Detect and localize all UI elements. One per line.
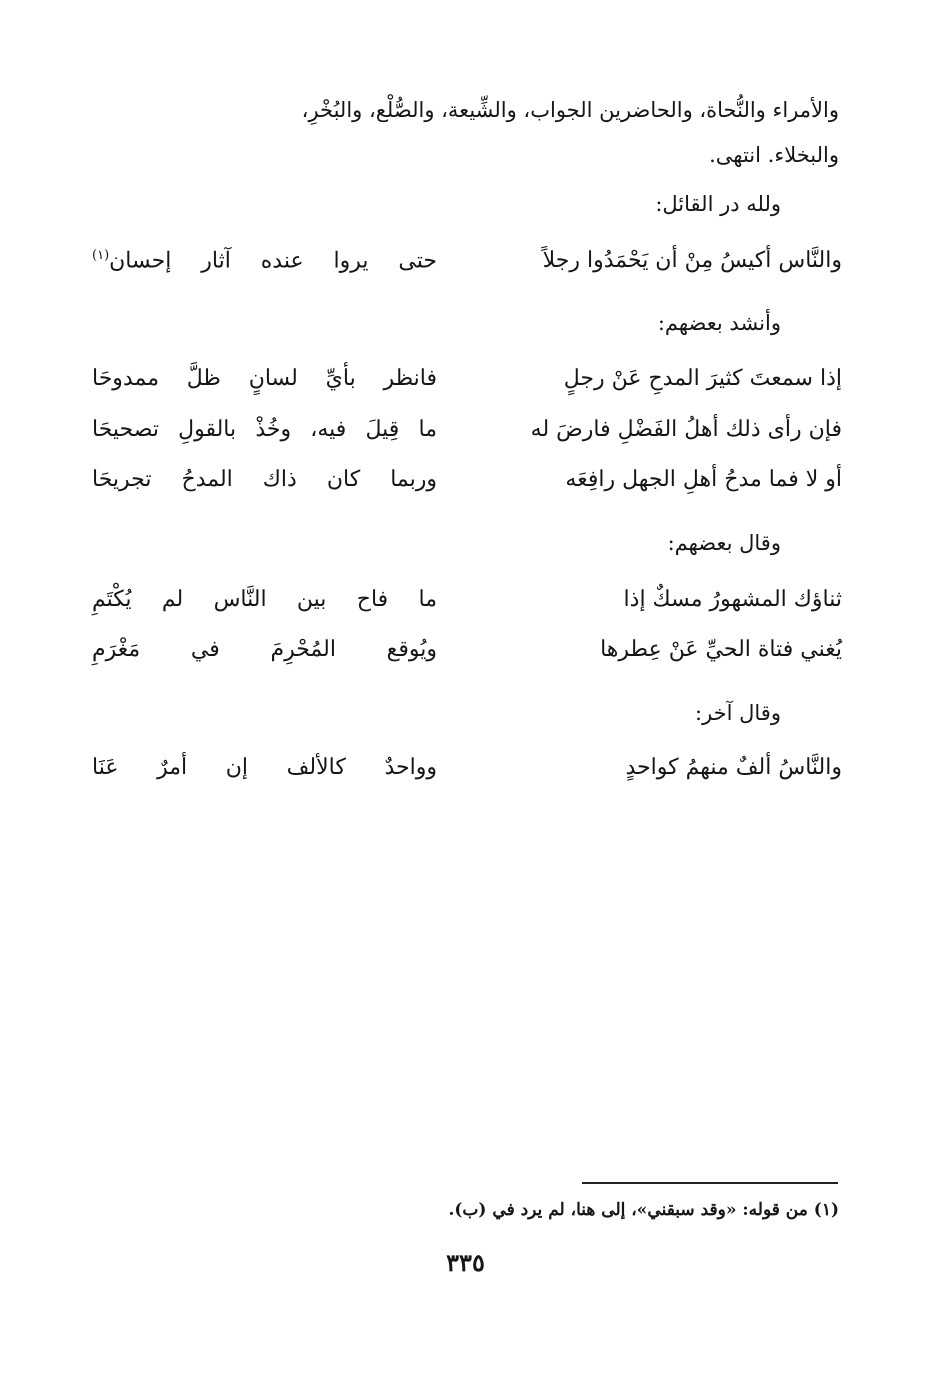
verse-second-hemistich bbox=[92, 248, 437, 273]
verse-intro: وأنشد بعضهم: bbox=[657, 311, 781, 335]
verse-intro: وقال بعضهم: bbox=[667, 531, 781, 555]
verse-line bbox=[92, 248, 842, 288]
verse-second-hemistich: وربما كان ذاك المدحُ تجريحَا bbox=[92, 467, 437, 492]
verse-first-hemistich: والنَّاسُ ألفٌ منهمُ كواحدٍ bbox=[625, 755, 842, 780]
verse-line bbox=[92, 637, 842, 677]
verse-first-hemistich: أو لا فما مدحُ أهلِ الجهل رافِعَه bbox=[565, 467, 842, 492]
verse-line bbox=[92, 467, 842, 507]
verse-second-hemistich: ويُوقع المُحْرِمَ في مَغْرَمِ bbox=[92, 637, 437, 662]
verse-first-hemistich: فإن رأى ذلك أهلُ الفَضْلِ فارضَ له bbox=[530, 417, 842, 442]
prose-line-2: والبخلاء. انتهى. bbox=[709, 143, 839, 167]
hemistich-text: حتى يروا عنده آثار إحسان bbox=[109, 248, 437, 274]
verse-line bbox=[92, 417, 842, 457]
verse-first-hemistich: يُغني فتاة الحيِّ عَنْ عِطرها bbox=[600, 637, 842, 662]
verse-intro: ولله در القائل: bbox=[655, 192, 781, 216]
verse-line bbox=[92, 366, 842, 406]
verse-second-hemistich: ما قِيلَ فيه، وخُذْ بالقولِ تصحيحَا bbox=[92, 417, 437, 442]
verse-intro: وقال آخر: bbox=[695, 701, 781, 725]
verse-line bbox=[92, 587, 842, 627]
verse-first-hemistich: والنَّاس أكيسُ مِنْ أن يَحْمَدُوا رجلاً bbox=[542, 248, 842, 273]
footnote-marker: (١) bbox=[92, 248, 110, 263]
verse-second-hemistich: فانظر بأيِّ لسانٍ ظلَّ ممدوحَا bbox=[92, 366, 437, 391]
footnote: (١) من قوله: «وقد سبقني»، إلى هنا، لم يرد في (ب). bbox=[448, 1200, 839, 1220]
prose-line-1: والأمراء والنُّحاة، والحاضرين الجواب، والشِّيعة، والصُّلْع، والبُخْرِ، bbox=[301, 98, 839, 122]
footnote-divider bbox=[582, 1182, 838, 1184]
verse-first-hemistich: إذا سمعتَ كثيرَ المدحِ عَنْ رجلٍ bbox=[563, 366, 842, 391]
verse-line bbox=[92, 755, 842, 795]
verse-second-hemistich: وواحدٌ كالألف إن أمرٌ عَنَا bbox=[92, 755, 437, 780]
page-number: ٣٣٥ bbox=[446, 1248, 485, 1277]
verse-second-hemistich: ما فاح بين النَّاس لم يُكْتَمِ bbox=[92, 587, 437, 612]
verse-first-hemistich: ثناؤك المشهورُ مسكٌ إذا bbox=[623, 587, 842, 612]
